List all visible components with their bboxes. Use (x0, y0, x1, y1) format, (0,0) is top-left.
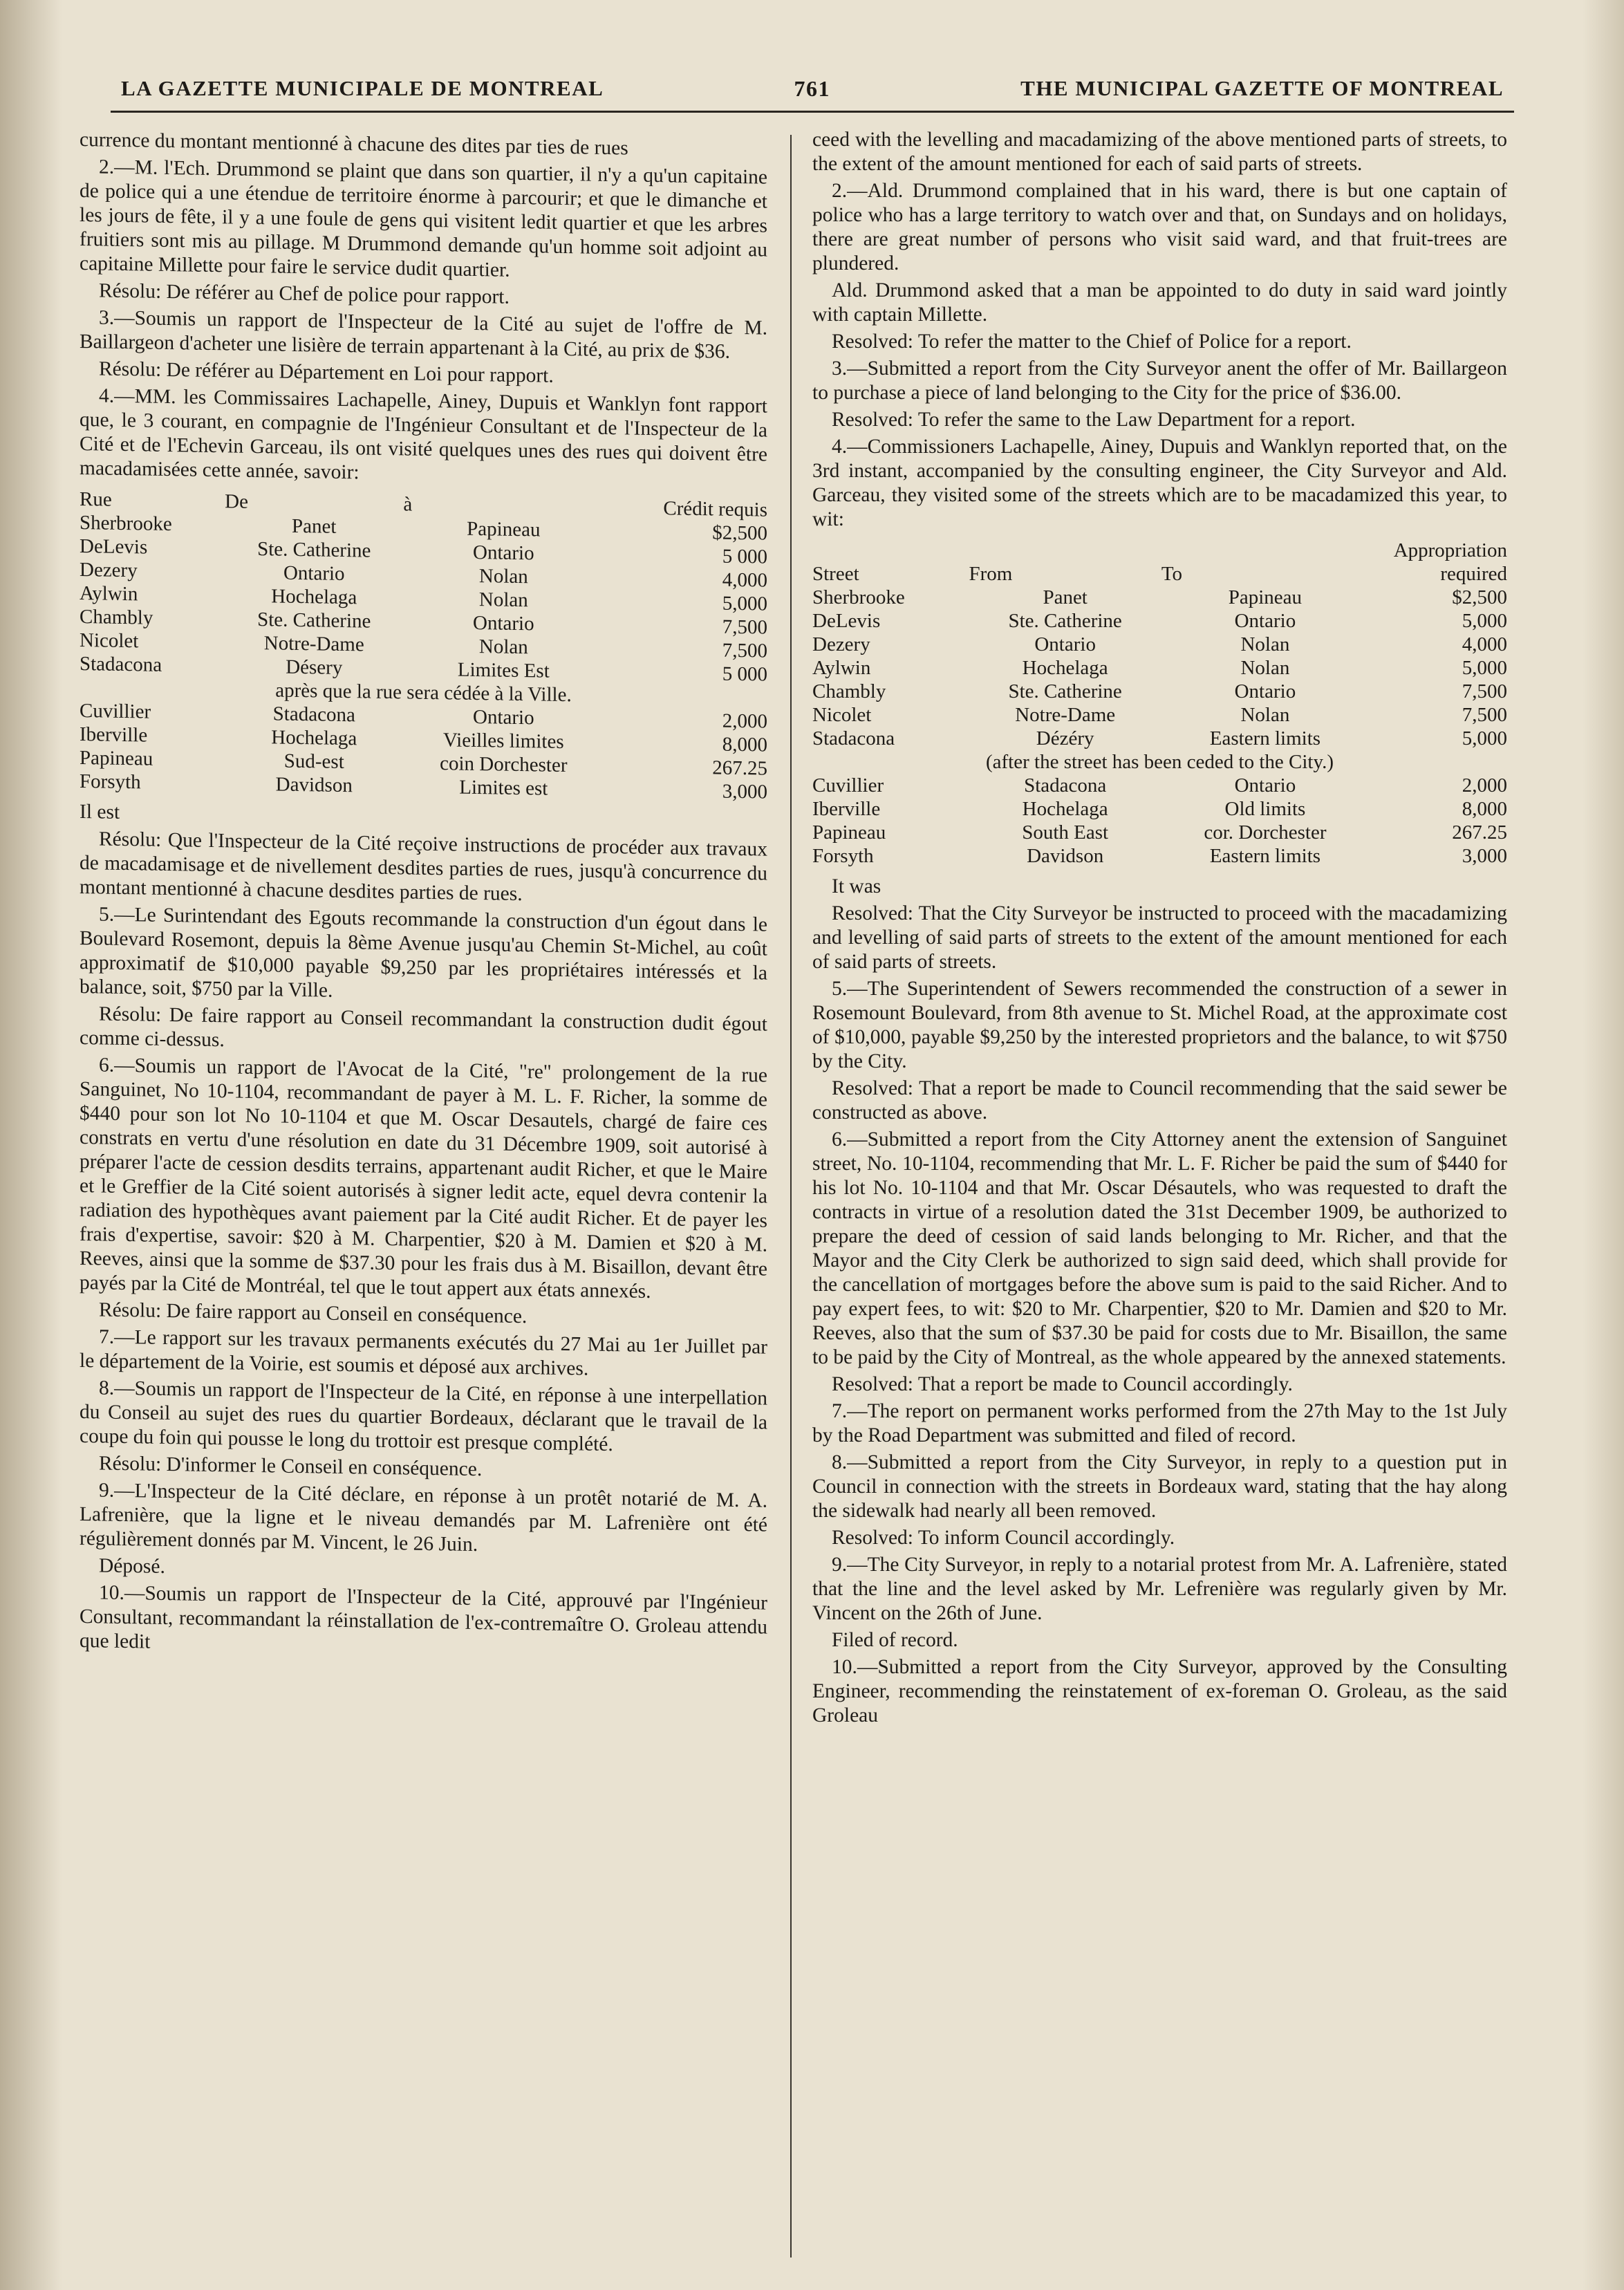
table-row (812, 656, 1507, 680)
paragraph: 2.—Ald. Drummond complained that in his ward, there is but one captain of police who has a large territory to watch over and that, on Sundays and on holidays, there are great number of persons who visit said ward, and that fruit-trees are plundered. (812, 180, 1507, 274)
page-edge-shadow (1583, 0, 1624, 2290)
paragraph: Déposé. (99, 1554, 165, 1578)
page-gutter-shadow (0, 0, 62, 2290)
table-cell: Stadacona (1024, 774, 1107, 797)
table-row (812, 703, 1507, 727)
table-cell: Stadacona (812, 727, 895, 750)
table-cell: Limites est (459, 776, 548, 800)
table-cell: Vieilles limites (442, 729, 564, 754)
table-cell: $2,500 (1452, 586, 1507, 608)
column-header: De (225, 490, 248, 513)
table-cell: Ste. Catherine (257, 608, 371, 633)
table-cell: Papineau (812, 821, 886, 844)
table-cell: Panet (292, 514, 337, 538)
paragraph: 4.—Commissioners Lachapelle, Ainey, Dupuis and Wanklyn reported that, on the 3rd instant, accompanied by the consulting engineer, the City Surveyor and Ald. Garceau, they visited some of the streets which are to be macadamized this year, to wit: (812, 436, 1507, 530)
paragraph: 7.—Le rapport sur les travaux permanents exécutés du 27 Mai au 1er Juillet par le département de la Voirie, est soumis et déposé aux archives. (80, 1325, 767, 1380)
table-row (812, 727, 1507, 750)
table-cell: Chambly (80, 606, 153, 629)
table-cell: Ontario (1234, 610, 1296, 632)
table-cell: Davidson (275, 773, 353, 797)
paragraph: 7.—The report on permanent works performed from the 27th May to the 1st July by the Road Department was submitted and filed of record. (812, 1400, 1507, 1446)
table-cell: Dezery (80, 559, 138, 582)
table-row (812, 609, 1507, 633)
page-header (121, 61, 1504, 116)
paragraph: 9.—The City Surveyor, in reply to a notarial protest from Mr. A. Lafrenière, stated that the line and the level asked by Mr. Lefrenière was regularly given by Mr. Vincent on the 26th of June. (812, 1554, 1507, 1624)
table-cell: Nicolet (812, 704, 872, 726)
table-body (812, 774, 1507, 868)
table-cell: 5,000 (1462, 727, 1507, 750)
table-cell: Stadacona (80, 653, 162, 676)
table-cell: Ontario (473, 705, 534, 729)
header-french-title: LA GAZETTE MUNICIPALE DE MONTREAL (121, 76, 604, 100)
paragraph: 9.—L'Inspecteur de la Cité déclare, en réponse à un protêt notarié de M. A. Lafrenière, que la ligne et le niveau demandés par M. Lafrenière ont été régulièrement donnés par M. Vincent, le 26 Juin. (80, 1479, 767, 1556)
paragraph: Résolu: D'informer le Conseil en conséquence. (99, 1452, 483, 1481)
paragraph: 10.—Submitted a report from the City Surveyor, approved by the Consulting Engineer, recommending the reinstatement of ex-foreman O. Groleau, as the said Groleau (812, 1656, 1507, 1726)
paragraph: Resolved: To inform Council accordingly. (832, 1527, 1175, 1549)
table-cell: Iberville (812, 798, 881, 820)
table-cell: Papineau (467, 517, 541, 541)
paragraph: Filed of record. (832, 1629, 958, 1651)
table-cell: Papineau (1228, 586, 1303, 608)
table-cell: Nolan (478, 635, 528, 659)
table-cell: Sud-est (283, 750, 344, 774)
table-cell: 7,500 (722, 639, 767, 662)
table-cell: Ontario (1234, 680, 1296, 702)
table-cell: Panet (1043, 586, 1088, 608)
table-cell: 4,000 (1462, 633, 1507, 655)
paragraph: 5.—Le Surintendant des Egouts recommande la construction d'un égout dans le Boulevard Rosemont, depuis la 8ème Avenue jusqu'au Chemin St-Michel, au coût approximatif de $10,000 payable $9,250 par les propriétaires intéressés et la balance, soit, $750 par la Ville. (80, 903, 767, 1002)
table-cell: 5,000 (1462, 610, 1507, 632)
paragraph: Résolu: De faire rapport au Conseil recommandant la construction dudit égout comme ci-dessus. (80, 1003, 767, 1052)
table-cell: cor. Dorchester (1204, 821, 1327, 844)
table-cell: 2,000 (1462, 774, 1507, 797)
table-cell: Iberville (80, 723, 148, 747)
table-cell: Hochelaga (1022, 798, 1108, 820)
table-cell: 5 000 (722, 662, 767, 686)
table-cell: 5,000 (1462, 657, 1507, 679)
paragraph: Résolu: De référer au Département en Loi pour rapport. (99, 357, 554, 387)
table-note: (after the street has been ceded to the City.) (986, 751, 1334, 773)
table-cell: Forsyth (812, 845, 874, 867)
table-row (812, 821, 1507, 844)
column-divider (790, 135, 792, 2258)
table-note-row (812, 750, 1507, 774)
table-cell: Ste. Catherine (1008, 610, 1122, 632)
table-cell: Forsyth (80, 770, 141, 794)
table-cell: Stadacona (272, 702, 355, 727)
table-cell: 3,000 (722, 780, 767, 803)
table-cell: Hochelaga (1022, 657, 1108, 679)
paragraph: Résolu: De référer au Chef de police pour rapport. (99, 279, 510, 308)
table-cell: Sherbrooke (80, 512, 172, 536)
english-column (812, 128, 1507, 1731)
table-cell: 5,000 (722, 592, 767, 615)
table-body (812, 586, 1507, 750)
paragraph: Il est (80, 801, 120, 823)
paragraph: 10.—Soumis un rapport de l'Inspecteur de la Cité, approuvé par l'Ingénieur Consultant, recommandant la réinstallation de l'ex-contremaître O. Groleau attendu que ledit (80, 1581, 767, 1653)
column-header: à (403, 493, 413, 516)
table-cell: Ontario (1034, 633, 1096, 655)
paragraph: 6.—Soumis un rapport de l'Avocat de la Cité, "re" prolongement de la rue Sanguinet, No 10-1104, recommandant de payer à M. L. F. Richer, la somme de $440 pour son lot No 10-1104 et que M. Oscar Desautels, chargé de faire ces constrats en vertu d'une résolution en date du 31 Décembre 1909, soit autorisé à préparer l'acte de cession desdits terrains, appartenant audit Richer, et que le Maire et le Greffier de la Cité soient autorisés à signer ledit acte, equel devra contenir la radiation des hypothèques avant paiement par la Cité audit Richer. Et de payer les frais d'expertise, savoir: $20 à M. Charpentier, $20 à M. Damien et $20 à M. Reeves, ainsi que la somme de $37.30 pour les frais dus à M. Bisaillon, devant être payés par la Cité de Montréal, tel que le tout appert aux états annexés. (80, 1054, 767, 1303)
table-cell: Dézéry (1036, 727, 1094, 750)
table-cell: $2,500 (712, 521, 767, 545)
table-cell: Chambly (812, 680, 886, 702)
table-cell: 7,500 (722, 615, 767, 639)
table-row (812, 774, 1507, 797)
table-cell: Hochelaga (271, 585, 357, 609)
table-cell: 267.25 (1452, 821, 1507, 844)
table-cell: Nicolet (80, 629, 139, 653)
table-cell: 2,000 (722, 709, 767, 733)
table-row (812, 680, 1507, 703)
table-row (812, 844, 1507, 868)
table-row (812, 633, 1507, 656)
paragraph: 5.—The Superintendent of Sewers recommended the construction of a sewer in Rosemount Boulevard, from 8th avenue to St. Michel Road, at the approximate cost of $10,000, payable $9,250 by the interested proprietors and the balance, to wit $750 by the City. (812, 978, 1507, 1072)
table-cell: Désery (286, 655, 343, 679)
table-cell: 4,000 (722, 568, 767, 592)
table-cell: Eastern limits (1209, 727, 1321, 750)
table-cell: Ontario (283, 561, 345, 586)
paragraph: currence du montant mentionné à chacune des dites par ties de rues (80, 129, 628, 160)
column-header: Street (812, 563, 859, 585)
paragraph: Resolved: That the City Surveyor be instructed to proceed with the macadamizing and levelling of said parts of streets to the extent of the amount mentioned for each of said parts of streets. (812, 902, 1507, 973)
table-cell: 5 000 (722, 545, 767, 568)
column-header: To (1161, 563, 1183, 585)
table-cell: 8,000 (1462, 798, 1507, 820)
table-cell: Aylwin (812, 657, 871, 679)
paragraph: 3.—Submitted a report from the City Surveyor anent the offer of Mr. Baillargeon to purchase a piece of land belonging to the City for the price of $36.00. (812, 357, 1507, 404)
paragraph: Résolu: Que l'Inspecteur de la Cité reçoive instructions de procéder aux travaux de macadamisage et de nivellement desdites parties de rues, jusqu'à concurrence du montant mentionné à chacune desdites parties de rues. (80, 828, 767, 906)
table-cell: Sherbrooke (812, 586, 905, 608)
table-cell: DeLevis (812, 610, 881, 632)
column-header: Appropriation required (1393, 539, 1507, 585)
table-row (812, 586, 1507, 609)
table-cell: 7,500 (1462, 704, 1507, 726)
table-cell: Ste. Catherine (1008, 680, 1122, 702)
header-rule (111, 111, 1514, 113)
paragraph: Résolu: De faire rapport au Conseil en conséquence. (99, 1298, 528, 1328)
paragraph: 8.—Submitted a report from the City Surveyor, in reply to a question put in Council in connection with the streets in Bordeaux ward, stating that the hay along the sidewalk had nearly all been removed. (812, 1451, 1507, 1522)
table-cell: Ontario (473, 541, 534, 565)
table-cell: 3,000 (1462, 845, 1507, 867)
table-cell: 267.25 (712, 756, 767, 780)
table-cell: Nolan (1240, 704, 1290, 726)
paragraph: Resolved: That a report be made to Council recommending that the said sewer be constructed as above. (812, 1077, 1507, 1124)
table-note: après que la rue sera cédée à la Ville. (275, 679, 572, 707)
table-cell: coin Dorchester (440, 752, 568, 777)
table-cell: Papineau (80, 747, 153, 770)
paragraph: ceed with the levelling and macadamizing of the above mentioned parts of streets, to the extent of the amount mentioned for each of said parts of streets. (812, 129, 1507, 175)
column-header: Rue (80, 488, 112, 511)
table-cell: Cuvillier (80, 700, 151, 723)
table-cell: Aylwin (80, 582, 138, 606)
table-body (80, 699, 767, 804)
paragraph: 3.—Soumis un rapport de l'Inspecteur de la Cité au sujet de l'offre de M. Baillargeon d'acheter une lisière de terrain appartenant à la Cité, au prix de $36. (80, 306, 767, 363)
column-header: Crédit requis (663, 497, 767, 521)
table-cell: Nolan (478, 588, 528, 612)
table-cell: Davidson (1027, 845, 1104, 867)
street-table-fr (80, 487, 767, 804)
table-cell: Cuvillier (812, 774, 884, 797)
column-header: From (969, 563, 1013, 585)
table-cell: Nolan (1240, 633, 1290, 655)
french-column (80, 128, 767, 1667)
table-cell: Ontario (473, 611, 534, 635)
header-english-title: THE MUNICIPAL GAZETTE OF MONTREAL (1020, 76, 1504, 100)
street-table-en (812, 539, 1507, 868)
table-cell: Hochelaga (271, 726, 357, 750)
table-cell: Limites Est (457, 658, 550, 682)
paragraph: 8.—Soumis un rapport de l'Inspecteur de la Cité, en réponse à une interpellation du Conseil au sujet des rues du quartier Bordeaux, déclarant que le travail de la coupe du foin qui pousse le long du trottoir est presque complété. (80, 1377, 767, 1456)
table-cell: Notre-Dame (263, 632, 364, 656)
paragraph: 6.—Submitted a report from the City Attorney anent the extension of Sanguinet street, No. 10-1104, recommending that Mr. L. F. Richer be paid the sum of $440 for his lot No. 10-1104 and that Mr. Oscar Désautels, who was requested to draft the contracts in virtue of a resolution dated the 31st December 1909, be authorized to prepare the deed of cession of said lands belonging to Mr. Richer, and that the Mayor and the City Clerk be authorized to sign said deed, which shall provide for the cancellation of mortgages before the above sum is paid to the said Richer. And to pay expert fees, to wit: $20 to Mr. Charpentier, $20 to Mr. Damien and $20 to Mr. Reeves, also that the sum of $37.30 be paid for costs due to Mr. Bisaillon, the same to be paid by the City of Montreal, as the whole appeared by the annexed statements. (812, 1128, 1507, 1368)
table-cell: 8,000 (722, 733, 767, 756)
paragraph: Resolved: That a report be made to Council accordingly. (832, 1373, 1293, 1395)
paragraph: 4.—MM. les Commissaires Lachapelle, Ainey, Dupuis et Wanklyn font rapport que, le 3 courant, en compagnie de l'Ingénieur Consultant et de l'Inspecteur de la Cité et de l'Echevin Garceau, ils ont visité quelques unes des rues qui doivent être macadamisées cette année, savoir: (80, 384, 767, 484)
paragraph: Resolved: To refer the matter to the Chief of Police for a report. (832, 331, 1352, 353)
page-number: 761 (794, 75, 830, 101)
table-cell: 7,500 (1462, 680, 1507, 702)
table-header-row (812, 539, 1507, 586)
table-cell: Old limits (1224, 798, 1306, 820)
table-cell: Notre-Dame (1015, 704, 1116, 726)
table-cell: DeLevis (80, 535, 148, 559)
table-cell: Nolan (1240, 657, 1290, 679)
paragraph: It was (832, 875, 881, 897)
paragraph: Resolved: To refer the same to the Law Department for a report. (832, 409, 1356, 431)
table-cell: South East (1022, 821, 1109, 844)
table-cell: Dezery (812, 633, 870, 655)
table-cell: Ste. Catherine (257, 538, 371, 562)
paragraph: Ald. Drummond asked that a man be appointed to do duty in said ward jointly with captain Millette. (812, 279, 1507, 326)
table-body (80, 511, 767, 687)
paragraph: 2.—M. l'Ech. Drummond se plaint que dans son quartier, il n'y a qu'un capitaine de police qui a une étendue de territoire énorme à parcourir; et que le dimanche et les jours de fête, il y a une foule de gens qui visitent ledit quartier et que les arbres fruitiers sont mis au pillage. M Drummond demande qu'un homme soit adjoint au capitaine Millette pour faire le service dudit quartier. (80, 156, 767, 281)
table-cell: Nolan (478, 565, 528, 588)
table-cell: Ontario (1234, 774, 1296, 797)
table-cell: Eastern limits (1209, 845, 1321, 867)
table-row (812, 797, 1507, 821)
